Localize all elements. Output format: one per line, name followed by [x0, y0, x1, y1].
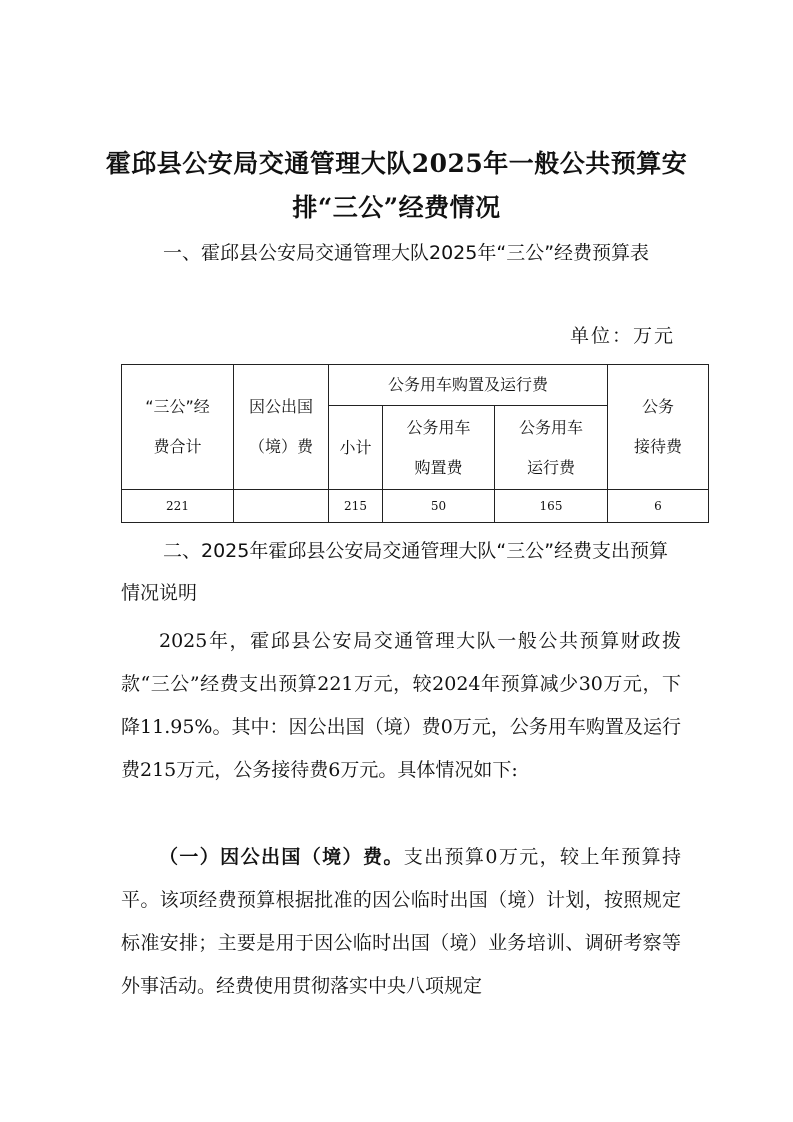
unit-label: 单位：万元	[569, 325, 675, 347]
cell-operation: 165	[495, 490, 608, 523]
header-purchase-line2: 购置费	[414, 457, 463, 477]
title-line-1: 霍邱县公安局交通管理大队2025年一般公共预算安	[105, 149, 688, 178]
header-reception-line1: 公务	[641, 397, 674, 416]
header-purchase	[383, 406, 495, 490]
cell-reception: 6	[608, 490, 709, 523]
budget-table	[121, 364, 709, 523]
paragraph-summary: 2025年，霍邱县公安局交通管理大队一般公共预算财政拨款“三公”经费支出预算221万元，较2024年预算减少30万元，下降11.95%。其中：因公出国（境）费0万元，公务用车购置及运行费215万元，公务接待费6万元。具体情况如下:	[121, 630, 681, 781]
section1-heading: 一、霍邱县公安局交通管理大队2025年“三公”经费预算表	[163, 242, 650, 264]
header-abroad	[234, 365, 329, 490]
cell-purchase: 50	[383, 490, 495, 523]
header-reception	[608, 365, 709, 490]
paragraph-abroad-body: 支出预算0万元，较上年预算持平。该项经费预算根据批准的因公临时出国（境）计划，按照规定标准安排；主要是用于因公临时出国（境）业务培训、调研考察等外事活动。经费使用贯彻落实中央八项规定	[121, 846, 681, 997]
header-subtotal: 小计	[329, 406, 383, 490]
header-operation	[495, 406, 608, 490]
header-reception-line2: 接待费	[633, 437, 682, 456]
header-total-line1: “三公”经	[145, 397, 210, 416]
document-title	[100, 142, 693, 230]
header-abroad-line2: （境）费	[248, 437, 313, 456]
header-vehicle-group: 公务用车购置及运行费	[329, 365, 608, 406]
header-total	[122, 365, 234, 490]
table-row	[122, 490, 709, 523]
header-purchase-line1: 公务用车	[406, 417, 471, 437]
cell-subtotal: 215	[329, 490, 383, 523]
header-operation-line1: 公务用车	[518, 417, 583, 437]
cell-abroad	[234, 490, 329, 523]
section2-heading: 二、2025年霍邱县公安局交通管理大队“三公”经费支出预算情况说明	[121, 540, 669, 604]
title-line-2: 排“三公”经费情况	[292, 193, 501, 222]
cell-total: 221	[122, 490, 234, 523]
paragraph-abroad	[121, 836, 681, 1008]
header-total-line2: 费合计	[153, 437, 202, 456]
header-abroad-line1: 因公出国	[248, 397, 313, 416]
paragraph-abroad-lead: （一）因公出国（境）费。	[159, 846, 404, 868]
header-operation-line2: 运行费	[526, 457, 575, 477]
